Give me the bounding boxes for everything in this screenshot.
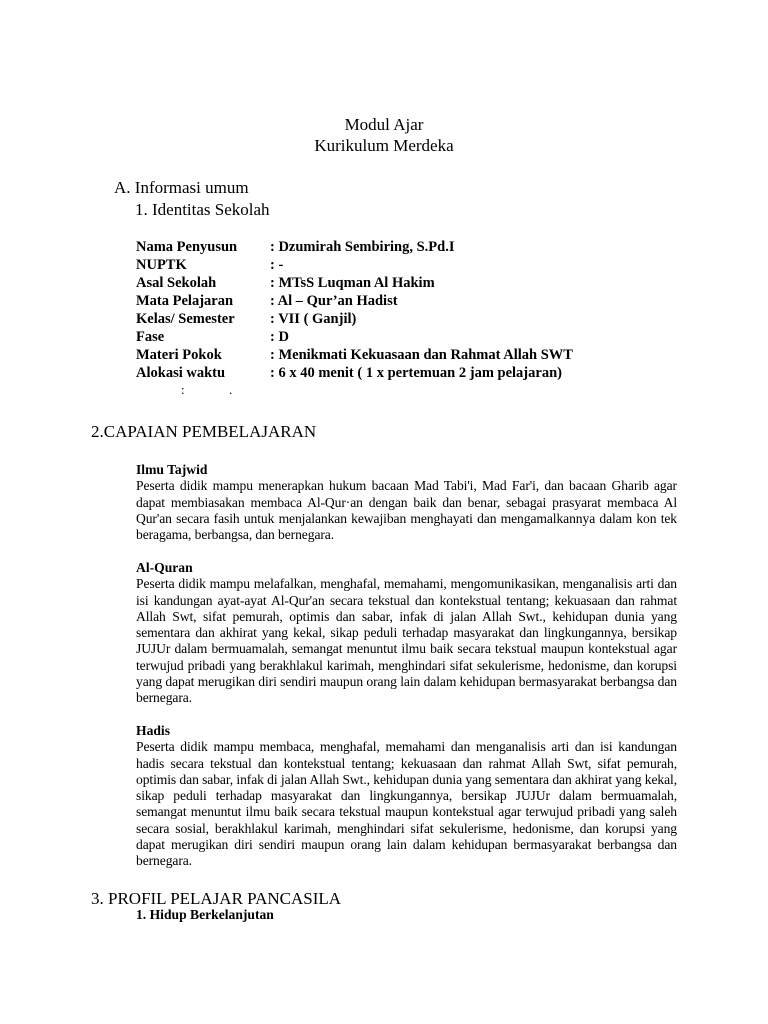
field-label: Asal Sekolah [136, 275, 217, 291]
document-subtitle: Kurikulum Merdeka [314, 136, 454, 155]
outcome-title: Al-Quran [136, 560, 193, 575]
identity-row [136, 364, 573, 382]
outcome-text: Peserta didik mampu membaca, menghafal, memahami dan menganalisis arti dan isi kandungan hadis secara tekstual dan kontekstual tentang; kekuasaan dan rahmat Allah Swt, sifat pemurah, optimis dan sabar, infak di jalan Allah Swt., kehidupan dunia yang sementara dan akhirat yang kekal, sikap peduli terhadap masyarakat dan lingkungannya, bersikap JUJUr dalam bermuamalah, semangat menuntut ilmu baik secara tekstual maupun kontekstual agar terwujud pribadi yang saleh secara sosial, berakhlakul karimah, menghindari sifat sekulerisme, hedonisme, dan korupsi yang dapat merugikan diri sendiri maupun orang lain dalam kehidupan bermasyarakat berbangsa dan bernegara. [136, 739, 677, 869]
field-label: NUPTK [136, 257, 187, 273]
identity-row [136, 310, 573, 328]
field-label: Nama Penyusun [136, 239, 238, 255]
outcome-text: Peserta didik mampu melafalkan, menghafal, memahami, mengomunikasikan, menganalisis arti dan isi kandungan ayat-ayat Al-Qur'an secara tekstual dan kontekstual tentang; kekuasaan dan rahmat Allah Swt, sifat pemurah, optimis dan sabar, infak di jalan Allah Swt., kehidupan dunia yang sementara dan akhirat yang kekal, sikap peduli terhadap masyarakat dan lingkungannya, bersikap JUJUr dalam bermuamalah, semangat menuntut ilmu baik secara tekstual maupun kontekstual agar terwujud pribadi yang berakhlakul karimah, menghindari sifat sekulerisme, hedonisme, dan korupsi yang dapat merugikan diri sendiri maupun orang lain dalam kehidupan bermasyarakat berbangsa dan bernegara. [136, 576, 677, 706]
field-value: : Menikmati Kekuasaan dan Rahmat Allah SWT [270, 347, 573, 363]
field-label: Materi Pokok [136, 347, 222, 363]
identity-row [136, 238, 573, 256]
identity-table [136, 238, 573, 382]
stray-dot: . [229, 382, 233, 397]
identity-row [136, 292, 573, 310]
field-value: : MTsS Luqman Al Hakim [270, 275, 435, 291]
field-value: : VII ( Ganjil) [270, 311, 357, 327]
profile-item: 1. Hidup Berkelanjutan [136, 907, 274, 922]
field-label: Alokasi waktu [136, 365, 226, 381]
field-value: : Dzumirah Sembiring, S.Pd.I [270, 239, 455, 255]
outcome-block-hadis [136, 723, 677, 870]
identity-subheading: 1. Identitas Sekolah [135, 200, 270, 219]
outcome-title: Ilmu Tajwid [136, 462, 208, 477]
identity-row [136, 274, 573, 292]
section-a-heading: A. Informasi umum [114, 178, 249, 197]
identity-row [136, 346, 573, 364]
section-3-heading: 3. PROFIL PELAJAR PANCASILA [91, 889, 342, 908]
field-label: Fase [136, 329, 165, 345]
section-2-heading: 2.CAPAIAN PEMBELAJARAN [91, 422, 317, 441]
outcome-block-alquran [136, 560, 677, 707]
field-label: Kelas/ Semester [136, 311, 235, 327]
field-value: : Al – Qur’an Hadist [270, 293, 398, 309]
outcome-title: Hadis [136, 723, 170, 738]
stray-colon: : [181, 382, 185, 397]
outcome-text: Peserta didik mampu menerapkan hukum bacaan Mad Tabi'i, Mad Far'i, dan bacaan Gharib agar dapat membiasakan membaca Al-Qur·an dengan baik dan benar, sebagai prasyarat membaca Al Qur'an secara fasih untuk menjalankan kewajiban menghayati dan mengamalkannya dalam kon tek beragama, berbangsa, dan bernegara. [136, 478, 677, 543]
field-value: : D [270, 329, 289, 345]
document-title: Modul Ajar [344, 115, 424, 134]
identity-row [136, 256, 573, 274]
identity-row [136, 328, 573, 346]
field-value: : - [270, 257, 284, 273]
field-label: Mata Pelajaran [136, 293, 234, 309]
field-value: : 6 x 40 menit ( 1 x pertemuan 2 jam pelajaran) [270, 365, 562, 381]
outcome-block-tajwid [136, 462, 677, 543]
